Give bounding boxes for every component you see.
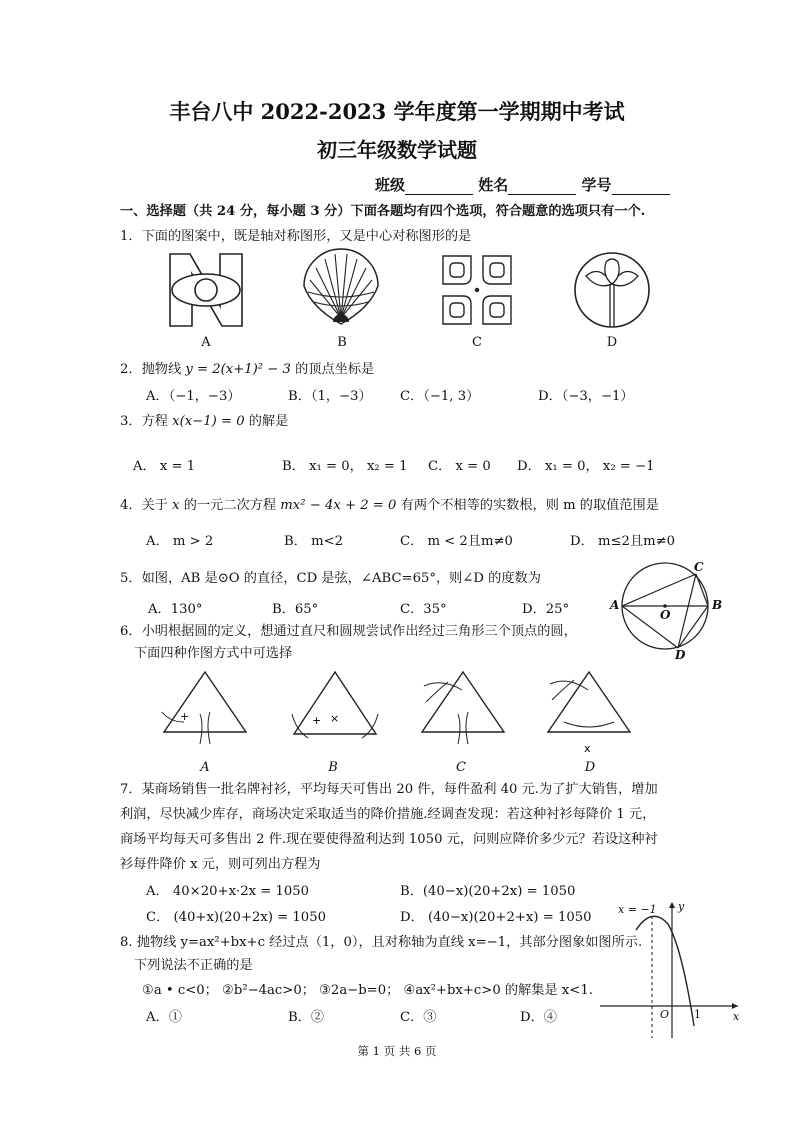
id-label: 学号: [581, 176, 612, 194]
q7-option-d: D． (40−x)(20+2+x) = 1050: [400, 910, 592, 925]
q1-figure-a: [168, 252, 244, 328]
q1-label-a: A: [201, 335, 211, 350]
q2-formula: y = 2(x+1)² − 3: [185, 362, 291, 377]
svg-text:×: ×: [330, 712, 340, 725]
q8-y-label: y: [678, 900, 685, 913]
q6-label-c: C: [456, 760, 466, 775]
q4-stem-mid: 的一元二次方程: [179, 498, 281, 513]
q5-option-d: D．25°: [522, 602, 570, 617]
q7-stem-line2: 利润，尽快减少库存，商场决定采取适当的降价措施.经调查发现：若这种衬衫每降价 1 元，: [120, 807, 656, 822]
q4-stem-post: 有两个不相等的实数根，则 m 的取值范围是: [396, 498, 659, 513]
q1-figure-c: [441, 254, 513, 326]
name-blank: [508, 180, 576, 195]
q6-figure-d: [544, 668, 634, 755]
q8-option-d: D．④: [520, 1010, 557, 1025]
q6-label-a: A: [200, 760, 210, 775]
q3-formula: x(x−1) = 0: [172, 414, 245, 429]
q2-option-d: D．（−3，−1）: [538, 389, 634, 404]
q5-option-a: A．130°: [148, 602, 203, 617]
q2-option-a: A．（−1，−3）: [146, 389, 241, 404]
q8-parabola-graph: [596, 898, 746, 1040]
page-number: 第 1 页 共 6 页: [357, 1044, 437, 1058]
q3-option-c: C． x = 0: [428, 459, 491, 474]
exam-subtitle: 初三年级数学试题: [317, 138, 477, 162]
q8-stem-line2: 下列说法不正确的是: [134, 958, 253, 973]
q8-option-a: A．①: [146, 1010, 182, 1025]
q4-option-a: A． m > 2: [146, 534, 214, 549]
q2-stem-post: 的顶点坐标是: [290, 362, 375, 377]
q8-x-label: x: [733, 1010, 740, 1023]
q7-stem-line3: 商场平均每天可多售出 2 件.现在要使得盈利达到 1050 元，问则应降价多少元？若设这种衬: [120, 832, 658, 847]
q2-stem: [120, 361, 374, 379]
q6-stem-line2: 下面四种作图方式中可选择: [134, 646, 293, 661]
q6-figure-c: [418, 668, 508, 748]
q8-stem-line1: 8. 抛物线 y=ax²+bx+c 经过点（1，0），且对称轴为直线 x=−1，其部分图象如图所示.: [120, 935, 643, 950]
q1-label-c: C: [472, 335, 482, 350]
q3-stem-pre: 3．方程: [120, 414, 173, 429]
q5-stem: 5．如图，AB 是⊙O 的直径，CD 是弦，∠ABC=65°，则∠D 的度数为: [120, 571, 541, 586]
student-info-line: [375, 174, 670, 195]
q5-option-b: B．65°: [272, 602, 319, 617]
q4-formula: mx² − 4x + 2 = 0: [280, 498, 397, 513]
q5-point-o: O: [660, 608, 671, 622]
class-label: 班级: [375, 176, 406, 194]
q5-option-c: C．35°: [400, 602, 447, 617]
q8-one-label: 1: [694, 1008, 701, 1021]
q6-figure-a: [160, 668, 250, 748]
q6-stem-line1: 6．小明根据圆的定义，想通过直尺和圆规尝试作出经过三角形三个顶点的圆，: [120, 624, 577, 639]
q4-stem: [120, 497, 659, 515]
q1-label-b: B: [337, 335, 347, 350]
q5-point-a: A: [610, 598, 620, 612]
q8-option-c: C．③: [400, 1010, 437, 1025]
q7-option-b: B．(40−x)(20+2x) = 1050: [400, 884, 576, 899]
svg-text:+: +: [180, 710, 190, 723]
q2-option-b: B．（1，−3）: [288, 389, 372, 404]
q7-stem-line4: 衫每件降价 x 元，则可列出方程为: [120, 857, 321, 872]
q7-option-a: A． 40×20+x·2x = 1050: [146, 884, 310, 899]
id-blank: [612, 180, 670, 195]
section-heading: 一、选择题（共 24 分，每小题 3 分）下面各题均有四个选项，符合题意的选项只有一个.: [120, 204, 646, 219]
name-label: 姓名: [478, 176, 509, 194]
q6-label-b: B: [328, 760, 338, 775]
q5-point-d: D: [675, 648, 686, 662]
q2-stem-pre: 2．抛物线: [120, 362, 186, 377]
q2-option-c: C．（−1, 3）: [400, 389, 480, 404]
q6-figure-b: [290, 668, 380, 748]
q3-option-a: A． x = 1: [133, 459, 196, 474]
q8-statements: ①a • c<0； ②b²−4ac>0； ③2a−b=0； ④ax²+bx+c>0 的解集是 x<1.: [142, 983, 593, 998]
q3-option-d: D． x₁ = 0， x₂ = −1: [517, 459, 655, 474]
q8-axis-label: x = −1: [618, 903, 657, 916]
q1-figure-d: [572, 250, 652, 330]
q5-point-b: B: [712, 598, 723, 612]
q8-option-b: B．②: [288, 1010, 325, 1025]
q5-point-c: C: [694, 560, 704, 574]
q3-stem-post: 的解是: [244, 414, 289, 429]
q4-option-b: B． m<2: [284, 534, 344, 549]
q4-option-d: D． m≤2且m≠0: [570, 534, 676, 549]
exam-title: 丰台八中 2022-2023 学年度第一学期期中考试: [169, 99, 625, 124]
q7-stem-line1: 7．某商场销售一批名牌衬衫，平均每天可售出 20 件，每件盈利 40 元.为了扩大销售，增加: [120, 782, 658, 797]
q4-var: x: [172, 498, 180, 513]
q6-label-d: D: [584, 760, 596, 775]
q3-option-b: B． x₁ = 0， x₂ = 1: [282, 459, 408, 474]
q7-option-c: C． (40+x)(20+2x) = 1050: [146, 910, 326, 925]
svg-text:x: x: [584, 742, 591, 755]
q1-label-d: D: [606, 335, 618, 350]
q4-option-c: C． m < 2且m≠0: [400, 534, 513, 549]
q1-stem: 1．下面的图案中，既是轴对称图形，又是中心对称图形的是: [120, 229, 472, 244]
q1-figure-b: [300, 250, 382, 330]
svg-text:+: +: [312, 714, 322, 727]
q3-stem: [120, 413, 288, 431]
class-blank: [405, 180, 473, 195]
q8-origin-label: O: [660, 1008, 670, 1021]
q4-stem-pre: 4．关于: [120, 498, 173, 513]
